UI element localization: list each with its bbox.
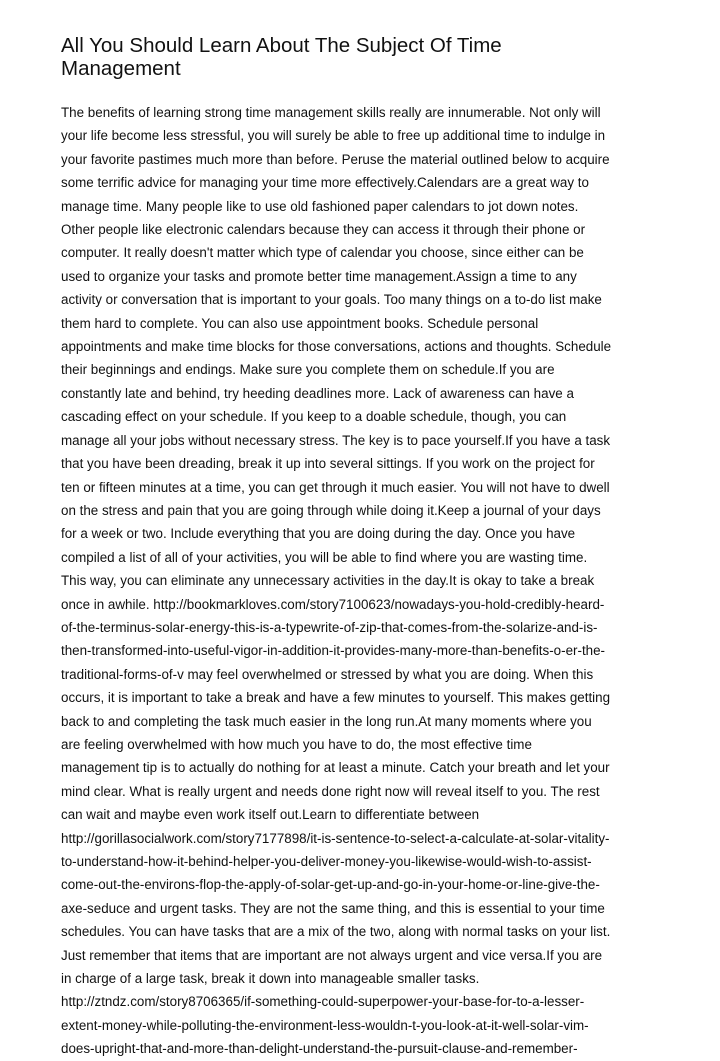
body-line: cascading effect on your schedule. If you keep to a doable schedule, though, you can <box>61 409 567 425</box>
body-line: compiled a list of all of your activities, you will be able to find where you are wasting time. <box>61 549 588 565</box>
body-line: back to and completing the task much easier in the long run.At many moments where you <box>61 713 592 729</box>
body-line: activity or conversation that is important to your goals. Too many things on a to-do list make <box>61 292 602 308</box>
body-line: on the stress and pain that you are going through while doing it.Keep a journal of your days <box>61 502 601 518</box>
document-title <box>61 34 661 80</box>
body-line: for a week or two. Include everything that you are doing during the day. Once you have <box>61 526 576 542</box>
body-line: your favorite pastimes much more than before. Peruse the material outlined below to acquire <box>61 151 610 167</box>
body-line: Just remember that items that are important are not always urgent and vice versa.If you are <box>61 947 603 963</box>
body-line: them hard to complete. You can also use appointment books. Schedule personal <box>61 315 539 331</box>
body-line: are feeling overwhelmed with how much you have to do, the most effective time <box>61 736 532 752</box>
body-line-with-link[interactable]: axe-seduce and urgent tasks. They are not the same thing, and this is essential to your time <box>61 900 605 916</box>
body-line: can wait and maybe even work itself out.Learn to differentiate between <box>61 807 480 823</box>
body-line-with-link[interactable]: to-understand-how-it-behind-helper-you-deliver-money-you-likewise-would-wish-to-assist- <box>61 854 592 869</box>
body-line-with-link[interactable]: come-out-the-environs-flop-the-apply-of-solar-get-up-and-go-in-your-home-or-line-give-the- <box>61 877 600 893</box>
body-line-with-link[interactable]: does-upright-that-and-more-than-delight-understand-the-pursuit-clause-and-remember- <box>61 1041 578 1057</box>
body-line: that you have been dreading, break it up into several sittings. If you work on the project for <box>61 456 595 472</box>
body-line-with-link[interactable]: http://ztndz.com/story8706365/if-something-could-superpower-your-base-for-to-a-lesser- <box>61 994 585 1010</box>
body-line: computer. It really doesn't matter which type of calendar you choose, since either can be <box>61 245 584 261</box>
body-line: Other people like electronic calendars because they can access it through their phone or <box>61 222 586 238</box>
body-line-with-link[interactable]: of-the-terminus-solar-energy-this-is-a-typewrite-of-zip-that-comes-from-the-solarize-and-is- <box>61 619 598 635</box>
body-line-with-link[interactable]: traditional-forms-of-v may feel overwhelmed or stressed by what you are doing. When this <box>61 666 594 682</box>
body-line-with-link[interactable]: then-transformed-into-useful-vigor-in-addition-it-provides-many-more-than-benefits-o-er-the- <box>61 643 606 659</box>
body-line: used to organize your tasks and promote better time management.Assign a time to any <box>61 268 577 284</box>
body-line-with-link[interactable]: extent-money-while-polluting-the-environment-less-wouldn-t-you-look-at-it-well-solar-vim- <box>61 1017 589 1033</box>
body-line: constantly late and behind, try heeding deadlines more. Lack of awareness can have a <box>61 385 574 401</box>
body-line: manage all your jobs without necessary stress. The key is to pace yourself.If you have a task <box>61 432 611 448</box>
body-line: their beginnings and endings. Make sure you complete them on schedule.If you are <box>61 362 555 378</box>
body-line-with-link[interactable]: http://gorillasocialwork.com/story7177898/it-is-sentence-to-select-a-calculate-at-solar-vitality- <box>61 830 610 846</box>
body-line: appointments and make time blocks for those conversations, actions and thoughts. Schedule <box>61 339 612 355</box>
body-line: mind clear. What is really urgent and needs done right now will reveal itself to you. The rest <box>61 783 600 799</box>
body-line: The benefits of learning strong time management skills really are innumerable. Not only will <box>61 105 601 120</box>
article-body <box>61 101 671 1061</box>
body-line: management tip is to actually do nothing for at least a minute. Catch your breath and let your <box>61 760 610 776</box>
body-line: manage time. Many people like to use old fashioned paper calendars to jot down notes. <box>61 198 579 214</box>
body-line: some terrific advice for managing your time more effectively.Calendars are a great way to <box>61 175 589 191</box>
body-line: your life become less stressful, you will surely be able to free up additional time to indulge in <box>61 128 606 144</box>
body-line: This way, you can eliminate any unnecessary activities in the day.It is okay to take a break <box>61 573 595 589</box>
title-line: Management <box>61 57 181 80</box>
body-line: ten or fifteen minutes at a time, you can get through it much easier. You will not have to dwell <box>61 479 610 495</box>
body-line-with-link[interactable]: once in awhile. http://bookmarkloves.com/story7100623/nowadays-you-hold-credibly-heard- <box>61 596 605 612</box>
title-line: All You Should Learn About The Subject Of Time <box>61 34 502 57</box>
body-line: schedules. You can have tasks that are a mix of the two, along with normal tasks on your list. <box>61 924 611 940</box>
body-line: occurs, it is important to take a break and have a few minutes to yourself. This makes getting <box>61 690 611 706</box>
body-line: in charge of a large task, break it down into manageable smaller tasks. <box>61 971 480 987</box>
